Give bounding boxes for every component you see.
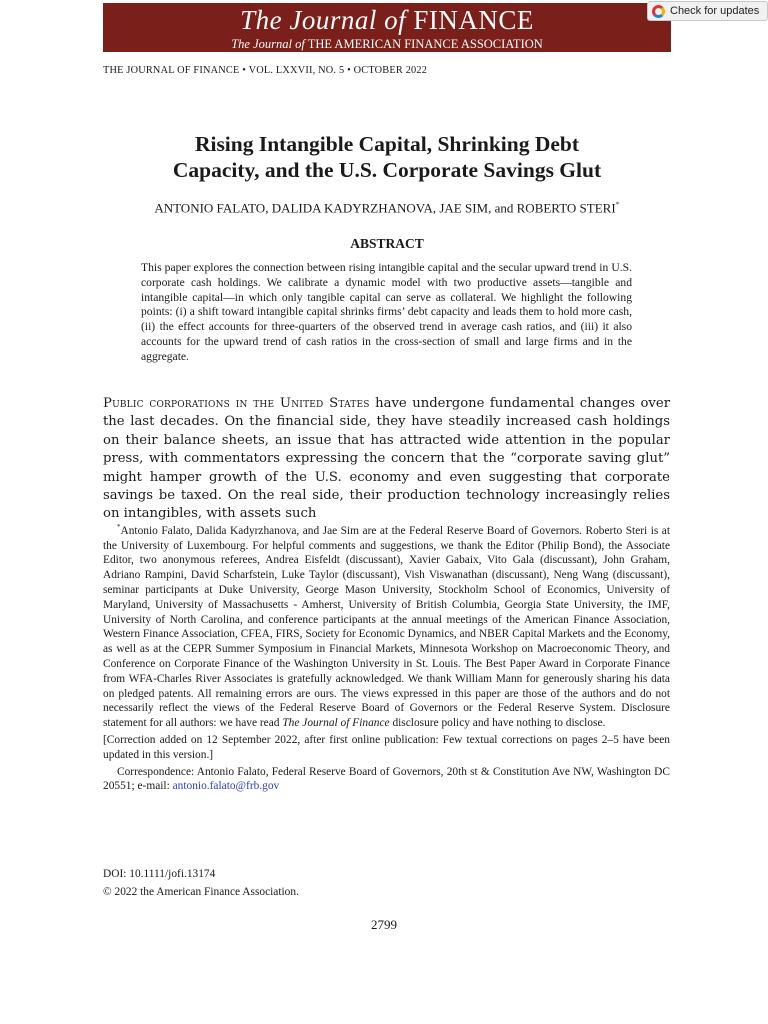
paper-title-line-2: Capacity, and the U.S. Corporate Savings Glut (172, 158, 602, 182)
footnote-journal-name: The Journal of Finance (282, 717, 390, 730)
footnote-text: Antonio Falato, Dalida Kadyrzhanova, and Jae Sim are at the Federal Reserve Board of Governors. Roberto Steri is at the University of Luxembourg. For helpful comments and suggestions, we thank the Editor (Philip Bond), the Associate Editor, two anonymous referees, Andrea Eisfeldt (discussant), Xavier Gabaix, Vito Gala (discussant), John Graham, Adriano Rampini, David Scharfstein, Luke Taylor (discussant), Vish Viswanathan (discussant), Neng Wang (discussant), seminar participants at Duke University, George Mason University, Stockholm School of Economics, University of Maryland, University of Massachusetts - Amherst, University of British Columbia, Georgia State University, the IMF, University of North Carolina, and conference participants at the annual meetings of the American Finance Association, Western Finance Association, CFEA, FIRS, Society for Economic Dynamics, and NBER Capital Markets and the Economy, as well as at the CEPR Summer Symposium in Financial Markets, Minnesota Workshop on Macroeconomic Theory, and Conference on Corporate Finance of the Washington University in St. Louis. The Best Paper Award in Corporate Finance from WFA-Charles River Associates is gratefully acknowledged. We thank William Mann for generously sharing his data on pledged patents. All remaining errors are ours. The views expressed in this paper are those of the authors and do not necessarily reflect the views of the Federal Reserve Board of Governors or the Federal Reserve System. Disclosure statement for all authors: we have read (103, 524, 670, 730)
journal-banner (103, 3, 671, 52)
footnote-marker: * (117, 523, 121, 531)
acknowledgements-footnote (103, 520, 670, 731)
abstract-heading: ABSTRACT (350, 236, 424, 251)
body-lead-in: Public corporations in the United States (103, 396, 370, 411)
footnote-text-end: disclosure policy and have nothing to disclose. (389, 717, 606, 730)
banner-subtitle (103, 37, 671, 51)
abstract-text: This paper explores the connection between rising intangible capital and the secular upward trend in U.S. corporate cash holdings. We calibrate a dynamic model with two productive assets—tangible and intangible capital—in which only tangible capital can serve as collateral. We highlight the following points: (i) a shift toward intangible capital shrinks firms’ debt capacity and leads them to hold more cash, (ii) the effect accounts for three-quarters of the observed trend in average cash ratios, and (iii) it also accounts for the upward trend of cash ratios in the cross-section of small and large firms and in the aggregate. (141, 261, 632, 363)
doi-block (103, 865, 299, 901)
journal-logo (103, 3, 671, 34)
correspondence-email-link[interactable]: antonio.falato@frb.gov (172, 780, 280, 793)
logo-journal: Journal (289, 5, 377, 35)
logo-the: The (240, 5, 283, 35)
author-footnote-marker[interactable]: * (615, 200, 620, 209)
check-for-updates-button[interactable] (647, 1, 768, 21)
body-paragraph (103, 395, 670, 524)
crossmark-icon (652, 5, 665, 18)
logo-of: of (384, 5, 407, 35)
paper-title (100, 131, 674, 183)
banner-subtitle-italic: The Journal of (231, 37, 305, 51)
page-number: 2799 (371, 917, 397, 932)
copyright: © 2022 the American Finance Association. (103, 886, 299, 898)
author-names: ANTONIO FALATO, DALIDA KADYRZHANOVA, JAE SIM, and ROBERTO STERI (154, 200, 616, 216)
correspondence-text: Correspondence: Antonio Falato, Federal Reserve Board of Governors, 20th st & Constitution Ave NW, Washington DC 20551; e-mail: (103, 765, 670, 793)
logo-finance: FINANCE (413, 5, 534, 35)
body-text: have undergone fundamental changes over the last decades. On the financial side, they have steadily increased cash holdings on their balance sheets, an issue that has attracted wide attention in the popular press, with commentators expressing the concern that the “corporate saving glut” might hamper growth of the U.S. economy and even suggesting that corporate savings be taxed. On the real side, their production technology increasingly relies on intangibles, with assets such (103, 396, 670, 522)
author-list (100, 200, 674, 216)
footnote (103, 520, 670, 794)
correspondence (103, 765, 670, 795)
doi: DOI: 10.1111/jofi.13174 (103, 868, 216, 880)
check-for-updates-label: Check for updates (670, 5, 760, 17)
journal-citation-line: THE JOURNAL OF FINANCE • VOL. LXXVII, NO. 5 • OCTOBER 2022 (103, 65, 428, 76)
paper-title-line-1: Rising Intangible Capital, Shrinking Debt (194, 132, 580, 156)
banner-subtitle-association: THE AMERICAN FINANCE ASSOCIATION (307, 37, 543, 51)
correction-note: [Correction added on 12 September 2022, after first online publication: Few textual corrections on pages 2–5 have been updated in this version.] (103, 733, 670, 761)
